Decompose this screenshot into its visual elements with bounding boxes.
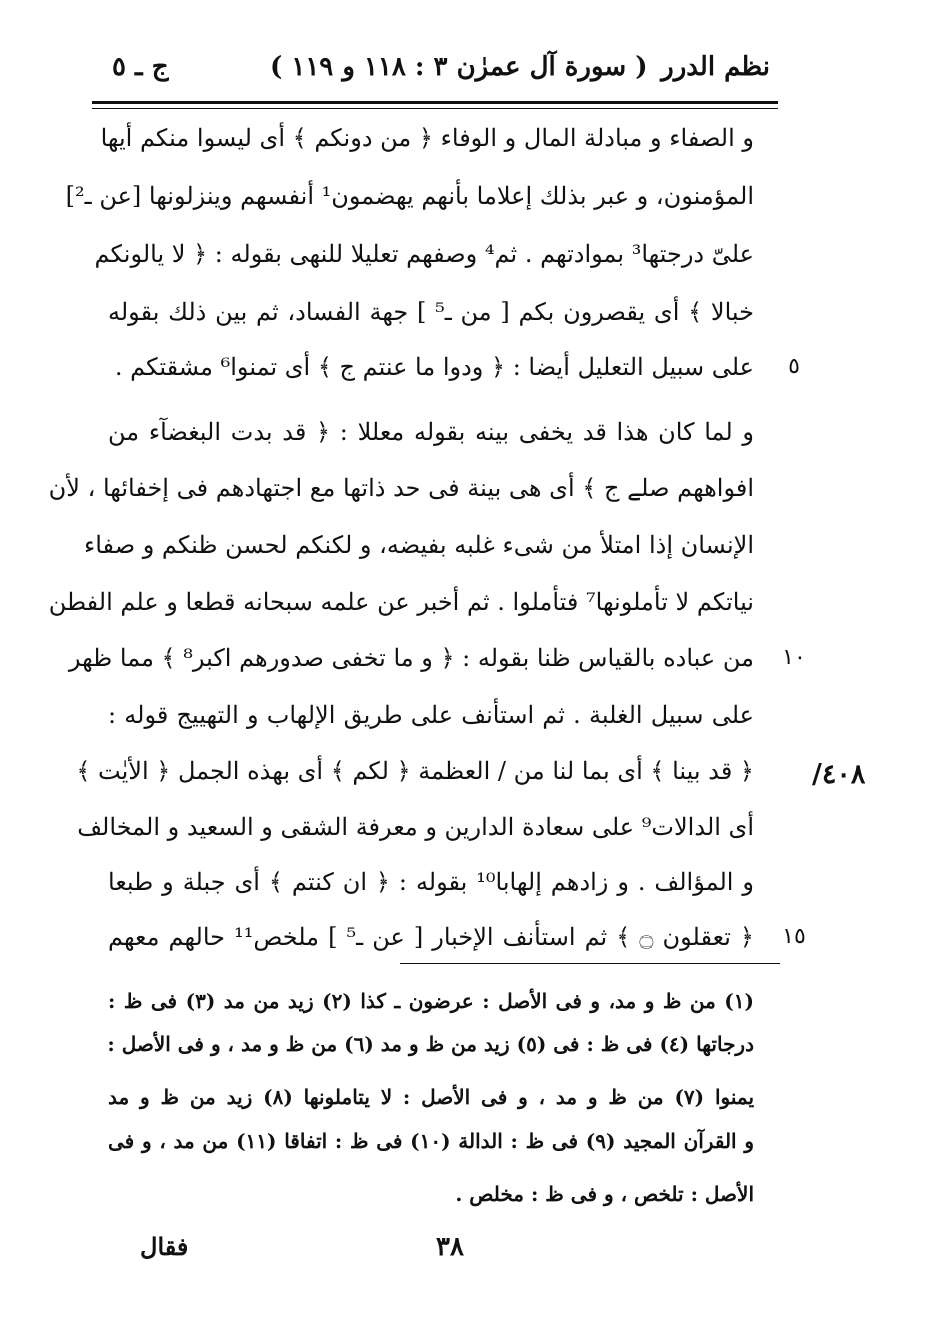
margin-folio-reference: ٤٠٨/ xyxy=(812,759,866,790)
footnote-line-1: (١) من ظ و مد، و فى الأصل : عرضون ـ كذا (٢) زيد من مد (٣) فى ظ : xyxy=(108,989,754,1013)
footnote-rule xyxy=(400,963,780,964)
body-line-6: و لما كان هذا قد يخفى بينه بقوله معللا : ﴿ قد بدت البغضآء من xyxy=(108,418,754,446)
body-line-15: ﴿ تعقلون ۝ ﴾ ثم استأنف الإخبار [ عن ـ⁵ ] ملخص¹¹ حالهم معهم xyxy=(108,923,754,951)
body-line-5: على سبيل التعليل أيضا : ﴿ ودوا ما عنتم ج ﴾ أى تمنوا⁶ مشقتكم . xyxy=(114,353,754,381)
body-line-7: افواههم صلے ج ﴾ أى هى بينة فى حد ذاتها مع اجتهادهم فى إخفائها ، لأن xyxy=(48,474,754,502)
body-line-4: خبالا ﴾ أى يقصرون بكم [ من ـ⁵ ] جهة الفساد، ثم بين ذلك بقوله xyxy=(108,298,755,326)
body-line-2: المؤمنون، و عبر بذلك إعلاما بأنهم يهضمون¹ أنفسهم وينزلونها [عن ـ²] xyxy=(65,182,754,210)
line-number-15: ١٥ xyxy=(782,924,806,949)
body-line-9: نياتكم لا تأملونها⁷ فتأملوا . ثم أخبر عن علمه سبحانه قطعا و علم الفطن xyxy=(48,588,754,616)
catchword: فقال xyxy=(140,1232,189,1261)
body-line-10: من عباده بالقياس ظنا بقوله : ﴿ و ما تخفى صدورهم اكبر⁸ ﴾ مما ظهر xyxy=(68,644,754,672)
body-line-12: ﴿ قد بينا ﴾ أى بما لنا من / العظمة ﴿ لكم ﴾ أى بهذه الجمل ﴿ الأيٰت ﴾ xyxy=(76,757,754,785)
body-line-1: و الصفاء و مبادلة المال و الوفاء ﴿ من دونكم ﴾ أى ليسوا منكم أيها xyxy=(100,124,754,152)
volume-label: ج ـ ٥ xyxy=(112,52,169,82)
footnote-line-5: الأصل : تلخص ، و فى ظ : مخلص . xyxy=(455,1182,754,1206)
header-rule xyxy=(92,101,778,104)
running-title: نظم الدرر xyxy=(661,52,770,82)
footnote-line-3: يمنوا (٧) من ظ و مد ، و فى الأصل : لا يتاملونها (٨) زيد من ظ و مد xyxy=(108,1085,755,1109)
page-number: ٣٨ xyxy=(436,1232,464,1262)
footnote-line-4: و القرآن المجيد (٩) فى ظ : الدالة (١٠) فى ظ : اتفاقا (١١) من مد ، و فى xyxy=(108,1129,754,1153)
line-number-10: ١٠ xyxy=(782,645,806,670)
surah-reference: ( سورة آل عمرٰن ٣ : ١١٨ و ١١٩ ) xyxy=(270,52,648,82)
body-line-14: و المؤالف . و زادهم إلهابا¹⁰ بقوله : ﴿ ان كنتم ﴾ أى جبلة و طبعا xyxy=(108,868,754,896)
line-number-5: ٥ xyxy=(788,354,800,379)
footnote-line-2: درجاتها (٤) فى ظ : فى (٥) زيد من ظ و مد (٦) من ظ و مد ، و فى الأصل : xyxy=(107,1032,754,1056)
body-line-11: على سبيل الغلبة . ثم استأنف على طريق الإلهاب و التهييج قوله : xyxy=(108,701,754,729)
body-line-13: أى الدالات⁹ على سعادة الدارين و معرفة الشقى و السعيد و المخالف xyxy=(77,813,754,841)
body-line-3: علىّ درجتها³ بموادتهم . ثم⁴ وصفهم تعليلا للنهى بقوله : ﴿ لا يالونكم xyxy=(94,240,754,268)
body-line-8: الإنسان إذا امتلأ من شىء غلبه بفيضه، و لكنكم لحسن ظنكم و صفاء xyxy=(83,531,754,559)
header-rule-thin xyxy=(92,108,778,109)
